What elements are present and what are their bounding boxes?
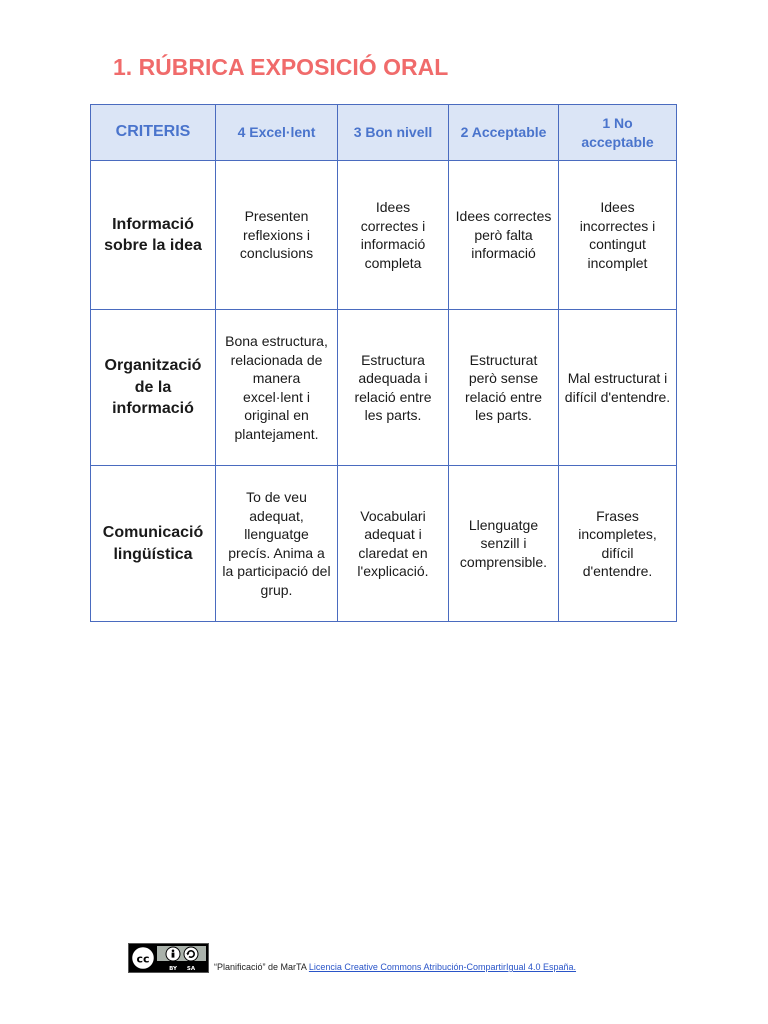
credit-text (214, 962, 576, 972)
rubric-table (90, 104, 677, 622)
header-level-1: 1 No acceptable (559, 105, 677, 161)
criterion-cell: Informació sobre la idea (91, 161, 216, 310)
credit-label: “Planificació” de MarTA (214, 962, 307, 972)
level-4-cell: To de veu adequat, llenguatge precís. Anima a la participació del grup. (216, 466, 338, 622)
page-title: 1. RÚBRICA EXPOSICIÓ ORAL (113, 54, 449, 80)
svg-text:BY: BY (169, 966, 177, 972)
table-row (91, 161, 677, 310)
table-header-row (91, 105, 677, 161)
level-4-cell: Bona estructura, relacionada de manera excel·lent i original en plantejament. (216, 310, 338, 466)
criterion-cell: Comunicació lingüística (91, 466, 216, 622)
header-level-4: 4 Excel·lent (216, 105, 338, 161)
level-1-cell: Idees incorrectes i contingut incomplet (559, 161, 677, 310)
level-3-cell: Idees correctes i informació completa (338, 161, 449, 310)
level-4-cell: Presenten reflexions i conclusions (216, 161, 338, 310)
level-1-cell: Mal estructurat i difícil d'entendre. (559, 310, 677, 466)
level-2-cell: Llenguatge senzill i comprensible. (449, 466, 559, 622)
svg-text:SA: SA (186, 966, 196, 972)
cc-by-sa-icon (129, 944, 208, 972)
table-row (91, 310, 677, 466)
level-2-cell: Estructurat però sense relació entre les parts. (449, 310, 559, 466)
creative-commons-badge[interactable] (128, 943, 209, 973)
level-3-cell: Vocabulari adequat i claredat en l'explicació. (338, 466, 449, 622)
level-3-cell: Estructura adequada i relació entre les parts. (338, 310, 449, 466)
level-2-cell: Idees correctes però falta informació (449, 161, 559, 310)
header-criteria: CRITERIS (91, 105, 216, 161)
license-link[interactable]: Licencia Creative Commons Atribución-CompartirIgual 4.0 España. (308, 962, 577, 972)
license-footer (128, 943, 576, 973)
header-level-2: 2 Acceptable (449, 105, 559, 161)
header-level-3: 3 Bon nivell (338, 105, 449, 161)
svg-text:cc: cc (136, 952, 150, 966)
table-row (91, 466, 677, 622)
level-1-cell: Frases incompletes, difícil d'entendre. (559, 466, 677, 622)
criterion-cell: Organització de la informació (91, 310, 216, 466)
